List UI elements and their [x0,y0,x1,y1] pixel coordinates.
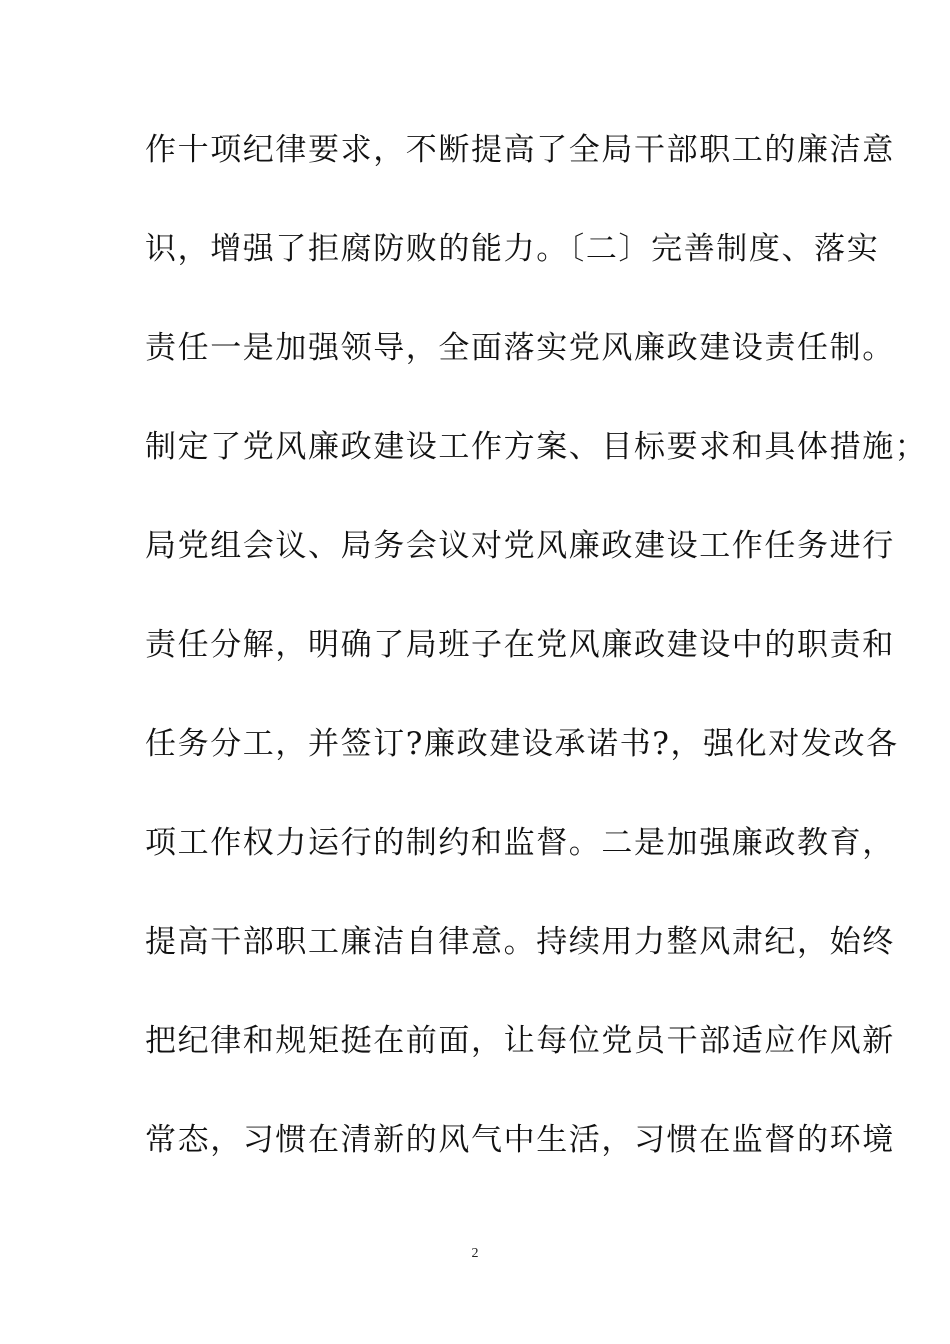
body-text-line: 制定了党风廉政建设工作方案、目标要求和具体措施； [145,429,928,465]
body-text-line: 局党组会议、局务会议对党风廉政建设工作任务进行 [145,528,895,564]
body-text-line: 责任分解，明确了局班子在党风廉政建设中的职责和 [145,627,895,663]
body-text-line: 责任一是加强领导，全面落实党风廉政建设责任制。 [145,330,895,366]
page-number: 2 [471,1246,479,1261]
body-text-line: 常态，习惯在清新的风气中生活，习惯在监督的环境 [145,1122,895,1158]
body-text-line: 项工作权力运行的制约和监督。二是加强廉政教育， [145,825,895,861]
body-text-line: 识，增强了拒腐防败的能力。〔二〕完善制度、落实 [145,231,880,267]
body-text-line: 任务分工，并签订?廉政建设承诺书?，强化对发改各 [145,726,899,762]
body-text-line: 把纪律和规矩挺在前面，让每位党员干部适应作风新 [145,1023,895,1059]
body-text-line: 提高干部职工廉洁自律意。持续用力整风肃纪，始终 [145,924,895,960]
body-text-line: 作十项纪律要求，不断提高了全局干部职工的廉洁意 [145,132,895,168]
